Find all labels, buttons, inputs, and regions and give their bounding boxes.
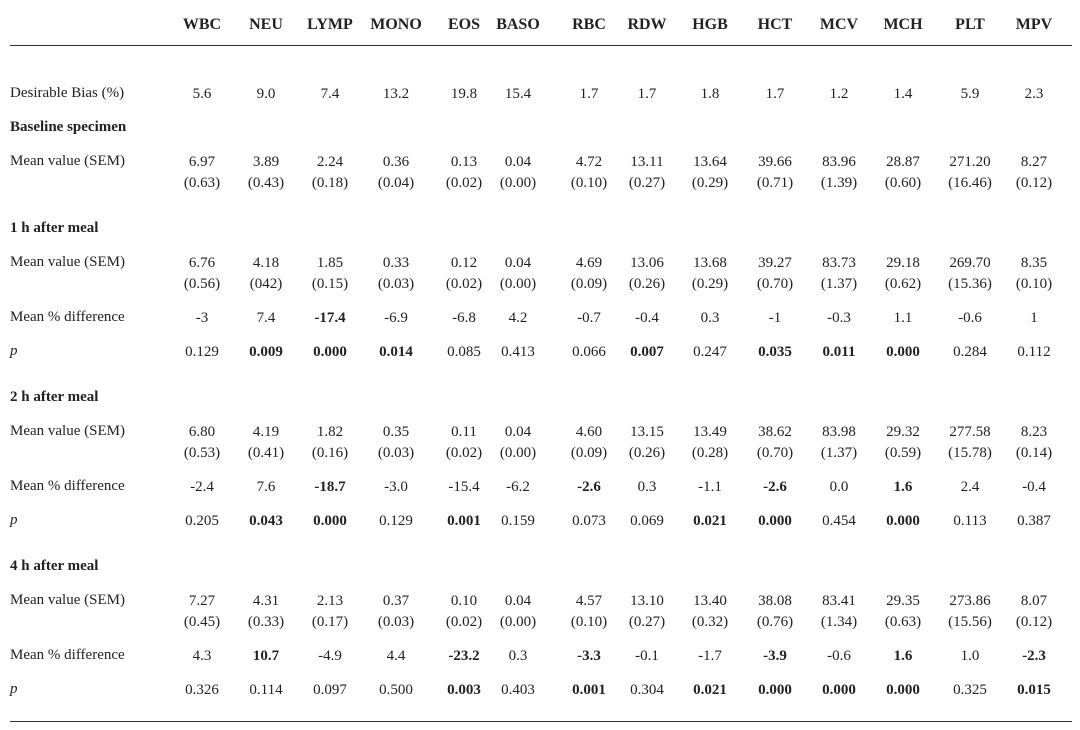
p-value-cell: 0.003 — [447, 682, 481, 698]
sem-value-cell: (0.00) — [499, 276, 537, 292]
p-value-cell: 0.069 — [630, 513, 664, 529]
p-value-cell: 0.000 — [822, 682, 856, 698]
sem-value-cell: (0.15) — [311, 276, 349, 292]
sem-value-cell: (0.29) — [691, 276, 729, 292]
mean-value-label: Mean value (SEM) — [10, 254, 125, 270]
mean-value-label: Mean value (SEM) — [10, 423, 125, 439]
p-value-cell: 0.097 — [313, 682, 347, 698]
sem-value-cell: (0.17) — [311, 614, 349, 630]
mean-diff-cell: -1 — [768, 310, 782, 326]
mean-value-cell: 4.18 — [252, 255, 280, 271]
column-header-baso: BASO — [496, 16, 540, 33]
mean-value-cell: 83.98 — [822, 424, 856, 440]
mean-value-cell: 0.04 — [504, 154, 532, 170]
sem-value-cell: (0.41) — [247, 445, 285, 461]
mean-diff-cell: -0.6 — [827, 648, 851, 664]
sem-value-cell: (1.39) — [820, 175, 858, 191]
mean-value-cell: 13.49 — [693, 424, 727, 440]
sem-value-cell: (0.12) — [1015, 614, 1053, 630]
mean-value-cell: 83.96 — [822, 154, 856, 170]
section-title: 2 h after meal — [10, 389, 99, 405]
mean-diff-cell: 1.0 — [960, 648, 980, 664]
mean-diff-cell: -0.4 — [1022, 479, 1046, 495]
sem-value-cell: (0.63) — [183, 175, 221, 191]
mean-diff-cell: -6.9 — [384, 310, 408, 326]
sem-value-cell: (0.70) — [756, 445, 794, 461]
desirable-bias-cell: 9.0 — [256, 86, 276, 102]
column-header-lymp: LYMP — [307, 16, 353, 33]
column-header-eos: EOS — [447, 16, 480, 33]
mean-value-cell: 6.97 — [188, 154, 216, 170]
mean-value-cell: 2.13 — [316, 593, 344, 609]
p-value-cell: 0.073 — [572, 513, 606, 529]
mean-value-cell: 271.20 — [949, 154, 991, 170]
sem-value-cell: (0.02) — [445, 276, 483, 292]
mean-diff-cell: 7.6 — [256, 479, 276, 495]
p-value-cell: 0.021 — [693, 682, 727, 698]
section-title: 1 h after meal — [10, 220, 99, 236]
mean-value-cell: 0.33 — [382, 255, 410, 271]
desirable-bias-cell: 1.7 — [637, 86, 657, 102]
mean-value-cell: 0.12 — [450, 255, 478, 271]
sem-value-cell: (0.10) — [1015, 276, 1053, 292]
mean-diff-cell: -6.2 — [506, 479, 530, 495]
mean-value-cell: 83.73 — [822, 255, 856, 271]
sem-value-cell: (0.59) — [884, 445, 922, 461]
sem-value-cell: (0.70) — [756, 276, 794, 292]
mean-value-cell: 0.10 — [450, 593, 478, 609]
p-value-cell: 0.129 — [185, 344, 219, 360]
mean-value-cell: 13.06 — [630, 255, 664, 271]
sem-value-cell: (0.56) — [183, 276, 221, 292]
p-value-cell: 0.009 — [249, 344, 283, 360]
mean-diff-cell: -23.2 — [448, 648, 480, 664]
sem-value-cell: (0.26) — [628, 276, 666, 292]
mean-diff-cell: 1.1 — [893, 310, 913, 326]
column-header-mpv: MPV — [1015, 16, 1053, 33]
sem-value-cell: (0.32) — [691, 614, 729, 630]
sem-value-cell: (0.76) — [756, 614, 794, 630]
mean-diff-cell: -6.8 — [452, 310, 476, 326]
p-value-cell: 0.454 — [822, 513, 856, 529]
sem-value-cell: (0.14) — [1015, 445, 1053, 461]
desirable-bias-cell: 1.2 — [829, 86, 849, 102]
mean-value-cell: 6.76 — [188, 255, 216, 271]
p-value-cell: 0.205 — [185, 513, 219, 529]
sem-value-cell: (0.03) — [377, 614, 415, 630]
p-value-cell: 0.112 — [1017, 344, 1051, 360]
desirable-bias-cell: 19.8 — [450, 86, 478, 102]
sem-value-cell: (0.04) — [377, 175, 415, 191]
sem-value-cell: (0.60) — [884, 175, 922, 191]
mean-value-cell: 0.36 — [382, 154, 410, 170]
mean-value-cell: 8.27 — [1020, 154, 1048, 170]
p-value-cell: 0.015 — [1017, 682, 1051, 698]
mean-value-cell: 0.04 — [504, 255, 532, 271]
mean-value-cell: 39.27 — [758, 255, 792, 271]
sem-value-cell: (0.27) — [628, 175, 666, 191]
mean-diff-cell: -3.0 — [384, 479, 408, 495]
p-value-label: p — [10, 343, 18, 359]
mean-value-cell: 38.62 — [758, 424, 792, 440]
mean-value-cell: 13.68 — [693, 255, 727, 271]
mean-diff-cell: -0.3 — [827, 310, 851, 326]
column-header-mch: MCH — [883, 16, 923, 33]
mean-diff-cell: 1.6 — [893, 479, 913, 495]
mean-value-cell: 4.57 — [575, 593, 603, 609]
p-value-cell: 0.011 — [822, 344, 856, 360]
mean-diff-cell: -2.4 — [190, 479, 214, 495]
sem-value-cell: (0.00) — [499, 614, 537, 630]
mean-diff-cell: 4.4 — [386, 648, 406, 664]
column-header-rbc: RBC — [572, 16, 606, 33]
mean-value-cell: 0.11 — [451, 424, 477, 440]
sem-value-cell: (0.16) — [311, 445, 349, 461]
mean-diff-cell: 4.2 — [508, 310, 528, 326]
mean-value-cell: 8.35 — [1020, 255, 1048, 271]
mean-diff-cell: -15.4 — [448, 479, 480, 495]
mean-diff-cell: -0.1 — [635, 648, 659, 664]
sem-value-cell: (0.09) — [570, 276, 608, 292]
desirable-bias-cell: 1.7 — [579, 86, 599, 102]
mean-value-cell: 0.35 — [382, 424, 410, 440]
p-value-cell: 0.000 — [758, 682, 792, 698]
mean-value-cell: 29.18 — [886, 255, 920, 271]
mean-diff-cell: 1.6 — [893, 648, 913, 664]
p-value-cell: 0.035 — [758, 344, 792, 360]
mean-value-cell: 0.37 — [382, 593, 410, 609]
mean-value-cell: 0.04 — [504, 593, 532, 609]
p-value-cell: 0.043 — [249, 513, 283, 529]
sem-value-cell: (0.00) — [499, 175, 537, 191]
p-value-cell: 0.159 — [501, 513, 535, 529]
column-header-rdw: RDW — [627, 16, 667, 33]
mean-value-cell: 4.19 — [252, 424, 280, 440]
desirable-bias-cell: 15.4 — [504, 86, 532, 102]
p-value-cell: 0.500 — [379, 682, 413, 698]
sem-value-cell: (15.78) — [948, 445, 992, 461]
mean-value-cell: 8.07 — [1020, 593, 1048, 609]
sem-value-cell: (0.02) — [445, 445, 483, 461]
p-value-cell: 0.000 — [313, 344, 347, 360]
table-bottom-rule — [10, 721, 1072, 722]
mean-diff-cell: -3.3 — [577, 648, 601, 664]
mean-value-cell: 39.66 — [758, 154, 792, 170]
sem-value-cell: (15.56) — [948, 614, 992, 630]
sem-value-cell: (0.62) — [884, 276, 922, 292]
mean-diff-cell: 10.7 — [252, 648, 280, 664]
p-value-cell: 0.129 — [379, 513, 413, 529]
desirable-bias-cell: 1.4 — [893, 86, 913, 102]
mean-diff-cell: 7.4 — [256, 310, 276, 326]
desirable-bias-cell: 1.7 — [765, 86, 785, 102]
sem-value-cell: (1.37) — [820, 276, 858, 292]
mean-diff-cell: 1 — [1030, 310, 1038, 326]
p-value-cell: 0.021 — [693, 513, 727, 529]
p-value-cell: 0.113 — [953, 513, 987, 529]
mean-value-cell: 13.10 — [630, 593, 664, 609]
sem-value-cell: (0.03) — [377, 276, 415, 292]
sem-value-cell: (0.09) — [570, 445, 608, 461]
mean-diff-label: Mean % difference — [10, 478, 125, 494]
section-title: 4 h after meal — [10, 558, 99, 574]
sem-value-cell: (0.71) — [756, 175, 794, 191]
desirable-bias-cell: 5.9 — [960, 86, 980, 102]
column-header-mono: MONO — [370, 16, 422, 33]
sem-value-cell: (0.43) — [247, 175, 285, 191]
desirable-bias-cell: 2.3 — [1024, 86, 1044, 102]
p-value-cell: 0.000 — [313, 513, 347, 529]
mean-diff-label: Mean % difference — [10, 647, 125, 663]
p-value-cell: 0.066 — [572, 344, 606, 360]
mean-value-cell: 13.15 — [630, 424, 664, 440]
sem-value-cell: (0.10) — [570, 614, 608, 630]
mean-value-cell: 6.80 — [188, 424, 216, 440]
p-value-cell: 0.247 — [693, 344, 727, 360]
mean-diff-cell: -0.6 — [958, 310, 982, 326]
sem-value-cell: (0.45) — [183, 614, 221, 630]
desirable-bias-label: Desirable Bias (%) — [10, 85, 125, 101]
mean-diff-cell: -1.1 — [698, 479, 722, 495]
sem-value-cell: (1.37) — [820, 445, 858, 461]
mean-value-cell: 13.40 — [693, 593, 727, 609]
sem-value-cell: (0.12) — [1015, 175, 1053, 191]
p-value-cell: 0.000 — [886, 513, 920, 529]
mean-diff-cell: -2.6 — [763, 479, 787, 495]
mean-value-cell: 8.23 — [1020, 424, 1048, 440]
mean-diff-cell: 0.3 — [508, 648, 528, 664]
sem-value-cell: (0.28) — [691, 445, 729, 461]
mean-diff-cell: -2.6 — [577, 479, 601, 495]
sem-value-cell: (0.53) — [183, 445, 221, 461]
p-value-cell: 0.304 — [630, 682, 664, 698]
mean-value-cell: 269.70 — [949, 255, 991, 271]
sem-value-cell: (0.02) — [445, 614, 483, 630]
desirable-bias-cell: 7.4 — [320, 86, 340, 102]
mean-value-cell: 83.41 — [822, 593, 856, 609]
mean-value-cell: 3.89 — [252, 154, 280, 170]
p-value-cell: 0.085 — [447, 344, 481, 360]
mean-diff-cell: -0.4 — [635, 310, 659, 326]
desirable-bias-cell: 1.8 — [700, 86, 720, 102]
sem-value-cell: (0.00) — [499, 445, 537, 461]
p-value-cell: 0.326 — [185, 682, 219, 698]
mean-diff-cell: -18.7 — [314, 479, 346, 495]
p-value-cell: 0.014 — [379, 344, 413, 360]
desirable-bias-cell: 5.6 — [192, 86, 212, 102]
mean-diff-cell: -3.9 — [763, 648, 787, 664]
sem-value-cell: (1.34) — [820, 614, 858, 630]
mean-diff-cell: 0.3 — [637, 479, 657, 495]
column-header-wbc: WBC — [182, 16, 222, 33]
sem-value-cell: (0.63) — [884, 614, 922, 630]
sem-value-cell: (0.03) — [377, 445, 415, 461]
mean-diff-cell: -4.9 — [318, 648, 342, 664]
mean-diff-cell: 0.0 — [829, 479, 849, 495]
mean-value-cell: 13.11 — [630, 154, 664, 170]
section-title: Baseline specimen — [10, 119, 127, 135]
column-header-neu: NEU — [249, 16, 283, 33]
p-value-label: p — [10, 512, 18, 528]
sem-value-cell: (0.33) — [247, 614, 285, 630]
p-value-cell: 0.403 — [501, 682, 535, 698]
mean-diff-cell: -2.3 — [1022, 648, 1046, 664]
desirable-bias-cell: 13.2 — [382, 86, 410, 102]
mean-diff-cell: -1.7 — [698, 648, 722, 664]
sem-value-cell: (0.29) — [691, 175, 729, 191]
sem-value-cell: (0.27) — [628, 614, 666, 630]
p-value-cell: 0.000 — [886, 344, 920, 360]
mean-diff-cell: 0.3 — [700, 310, 720, 326]
p-value-cell: 0.000 — [886, 682, 920, 698]
mean-value-cell: 28.87 — [886, 154, 920, 170]
mean-value-cell: 1.82 — [316, 424, 344, 440]
mean-diff-cell: -3 — [195, 310, 209, 326]
mean-value-cell: 2.24 — [316, 154, 344, 170]
column-header-plt: PLT — [955, 16, 985, 33]
p-value-cell: 0.387 — [1017, 513, 1051, 529]
sem-value-cell: (15.36) — [948, 276, 992, 292]
mean-value-cell: 4.60 — [575, 424, 603, 440]
column-header-hct: HCT — [757, 16, 793, 33]
p-value-cell: 0.114 — [249, 682, 283, 698]
p-value-label: p — [10, 681, 18, 697]
mean-value-cell: 0.04 — [504, 424, 532, 440]
mean-value-cell: 4.72 — [575, 154, 603, 170]
mean-value-label: Mean value (SEM) — [10, 592, 125, 608]
mean-value-label: Mean value (SEM) — [10, 153, 125, 169]
mean-value-cell: 277.58 — [949, 424, 991, 440]
mean-value-cell: 38.08 — [758, 593, 792, 609]
sem-value-cell: (0.26) — [628, 445, 666, 461]
mean-value-cell: 0.13 — [450, 154, 478, 170]
column-header-mcv: MCV — [819, 16, 859, 33]
p-value-cell: 0.413 — [501, 344, 535, 360]
sem-value-cell: (16.46) — [948, 175, 992, 191]
column-header-hgb: HGB — [692, 16, 728, 33]
p-value-cell: 0.325 — [953, 682, 987, 698]
sem-value-cell: (0.10) — [570, 175, 608, 191]
mean-value-cell: 4.31 — [252, 593, 280, 609]
mean-value-cell: 29.35 — [886, 593, 920, 609]
mean-value-cell: 13.64 — [693, 154, 727, 170]
p-value-cell: 0.284 — [953, 344, 987, 360]
table-top-rule — [10, 45, 1072, 46]
mean-diff-cell: 2.4 — [960, 479, 980, 495]
mean-value-cell: 7.27 — [188, 593, 216, 609]
p-value-cell: 0.007 — [630, 344, 664, 360]
mean-diff-label: Mean % difference — [10, 309, 125, 325]
mean-value-cell: 1.85 — [316, 255, 344, 271]
p-value-cell: 0.001 — [447, 513, 481, 529]
p-value-cell: 0.001 — [572, 682, 606, 698]
mean-value-cell: 273.86 — [949, 593, 991, 609]
sem-value-cell: (042) — [249, 276, 283, 292]
mean-value-cell: 4.69 — [575, 255, 603, 271]
mean-value-cell: 29.32 — [886, 424, 920, 440]
sem-value-cell: (0.02) — [445, 175, 483, 191]
p-value-cell: 0.000 — [758, 513, 792, 529]
mean-diff-cell: 4.3 — [192, 648, 212, 664]
sem-value-cell: (0.18) — [311, 175, 349, 191]
mean-diff-cell: -17.4 — [314, 310, 346, 326]
mean-diff-cell: -0.7 — [577, 310, 601, 326]
